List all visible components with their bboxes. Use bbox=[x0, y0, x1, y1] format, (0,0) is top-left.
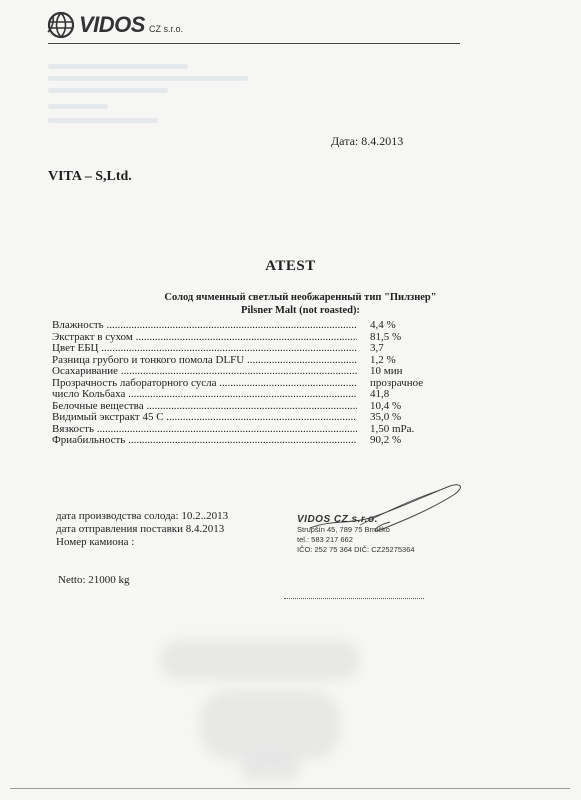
date-label: Дата: bbox=[331, 134, 359, 148]
company-stamp bbox=[297, 515, 415, 555]
company-suffix: CZ s.r.o. bbox=[148, 24, 183, 34]
parameter-label: Фриабильность ..... bbox=[52, 435, 357, 446]
faded-header-line bbox=[48, 118, 158, 123]
production-date: дата производства солода: 10.2..2013 bbox=[56, 510, 229, 522]
parameter-label: Разница грубого и тонкого помола DLFU ..... bbox=[52, 355, 357, 366]
parameter-label: Вязкость ..... bbox=[52, 424, 357, 435]
parameter-value: 10 мин bbox=[370, 365, 403, 377]
scan-smudge bbox=[160, 640, 360, 680]
parameter-value: 1,50 mPa. bbox=[370, 422, 415, 435]
net-weight: Netto: 21000 kg bbox=[58, 574, 130, 586]
truck-number: Номер камиона : bbox=[56, 536, 135, 548]
parameter-value: 4,4 % bbox=[370, 319, 396, 331]
parameter-label: Влажность ..... bbox=[52, 320, 357, 331]
parameter-row bbox=[52, 389, 432, 401]
scan-smudge bbox=[200, 690, 340, 760]
faded-header-line bbox=[48, 64, 188, 69]
parameter-row bbox=[52, 435, 432, 447]
parameter-value: 41,8 bbox=[370, 388, 390, 400]
stamp-address: Strupšín 45, 789 75 Brníčko bbox=[297, 525, 390, 534]
subtitle-line-en: Pilsner Malt (not roasted): bbox=[241, 305, 360, 316]
company-name: VIDOS bbox=[79, 12, 145, 37]
company-logo bbox=[46, 10, 183, 40]
dispatch-date: дата отправления поставки 8.4.2013 bbox=[56, 523, 225, 535]
parameter-value: 35,0 % bbox=[370, 411, 402, 423]
parameter-label: Прозрачность лабораторного сусла ..... bbox=[52, 378, 357, 389]
parameter-label: Белочные вещества ..... bbox=[52, 401, 357, 412]
parameter-label: Видимый экстракт 45 С ..... bbox=[52, 412, 357, 423]
shipment-info bbox=[56, 510, 228, 549]
date-value: 8.4.2013 bbox=[361, 134, 404, 148]
parameters-list bbox=[52, 320, 432, 447]
parameter-value: 90,2 % bbox=[370, 434, 402, 446]
parameter-label: число Кольбаха ..... bbox=[52, 389, 357, 400]
parameter-row bbox=[52, 412, 432, 424]
stamp-phone: tel.: 583 217 662 bbox=[297, 535, 353, 544]
faded-header-line bbox=[48, 104, 108, 109]
globe-wheat-icon bbox=[46, 10, 76, 40]
parameter-row bbox=[52, 343, 432, 355]
stamp-name: VIDOS CZ s.r.o. bbox=[297, 514, 378, 525]
subtitle-line-ru: Солод ячменный светлый необжаренный тип "Пилзнер" bbox=[164, 292, 437, 303]
parameter-value: прозрачное bbox=[370, 376, 424, 389]
header-divider bbox=[48, 43, 460, 44]
document-date bbox=[331, 134, 406, 149]
faded-header-line bbox=[48, 88, 168, 93]
parameter-label: Экстракт в сухом ..... bbox=[52, 332, 357, 343]
parameter-value: 81,5 % bbox=[370, 330, 402, 343]
page-bottom-edge bbox=[10, 788, 570, 789]
recipient: VITA – S,Ltd. bbox=[48, 169, 132, 184]
parameter-row bbox=[52, 320, 432, 332]
parameter-label: Осахаривание ..... bbox=[52, 366, 357, 377]
parameter-row bbox=[52, 366, 432, 378]
parameter-value: 1,2 % bbox=[370, 353, 396, 366]
stamp-ids: IČO: 252 75 364 DIČ: CZ25275364 bbox=[297, 545, 415, 554]
document-title: ATEST bbox=[265, 258, 316, 274]
parameter-value: 10,4 % bbox=[370, 399, 402, 412]
parameter-label: Цвет ЕБЦ ..... bbox=[52, 343, 357, 354]
signature-line bbox=[284, 598, 424, 599]
faded-header-line bbox=[48, 76, 248, 81]
scan-smudge bbox=[240, 755, 300, 780]
parameter-value: 3,7 bbox=[370, 342, 384, 354]
product-subtitle bbox=[0, 291, 581, 317]
